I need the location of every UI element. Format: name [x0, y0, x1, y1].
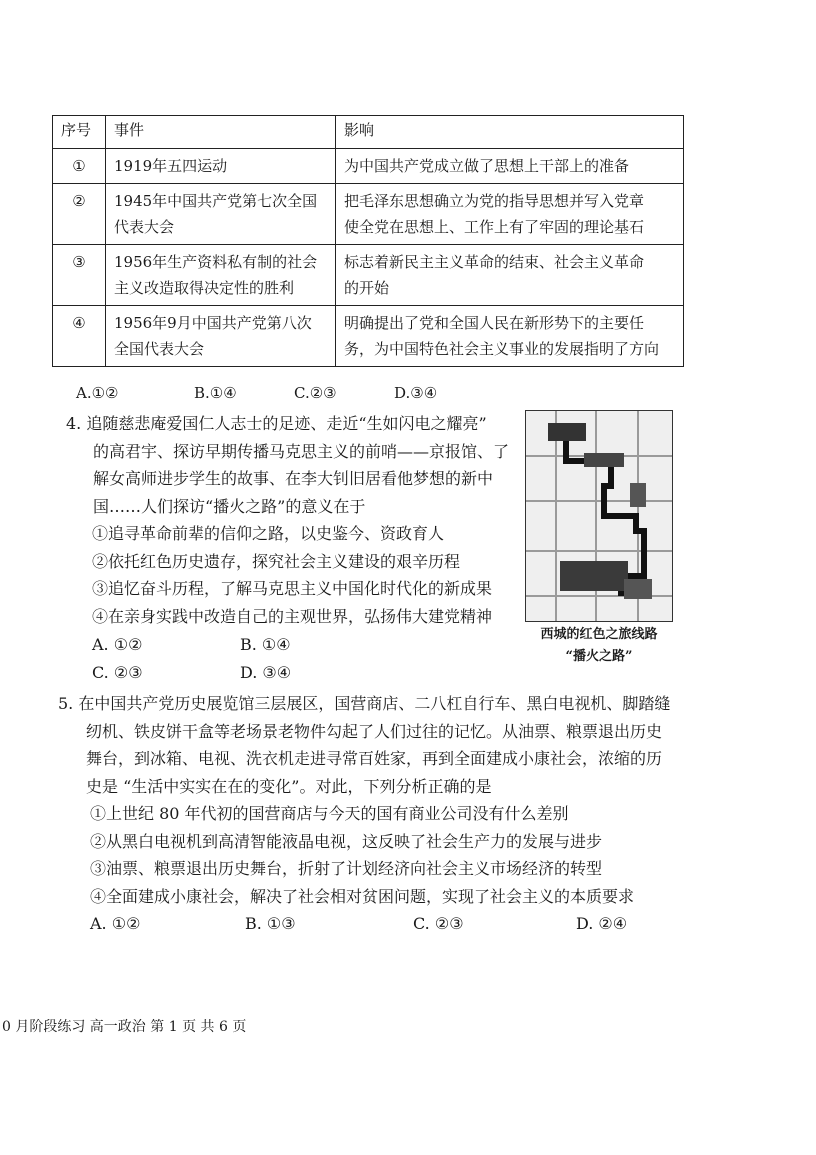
q3-options: [76, 384, 437, 402]
impact-line: 为中国共产党成立做了思想上干部上的准备: [344, 157, 630, 175]
figure-caption: [510, 624, 688, 668]
option-c[interactable]: C. ②③: [413, 914, 464, 933]
question-4-items: [92, 520, 492, 630]
impact-line: 务，为中国特色社会主义事业的发展指明了方向: [344, 340, 660, 358]
event-line: 主义改造取得决定性的胜利: [114, 279, 295, 297]
header-event: 事件: [106, 116, 336, 149]
row-impact: [336, 149, 684, 184]
option-a[interactable]: A. ①②: [90, 914, 141, 933]
option-b[interactable]: B. ①③: [245, 914, 296, 933]
row-event: [106, 306, 336, 367]
question-line: 解女高师进步学生的故事、在李大钊旧居看他梦想的新中: [93, 469, 494, 488]
statement-item: ①追寻革命前辈的信仰之路，以史鉴今、资政育人: [92, 524, 445, 543]
row-impact: [336, 184, 684, 245]
impact-line: 的开始: [344, 279, 390, 297]
events-table: [52, 115, 684, 367]
table-row: [53, 245, 684, 306]
route-map-image: [525, 410, 673, 622]
option-d[interactable]: D. ②④: [576, 914, 628, 933]
row-num: ①: [53, 149, 106, 184]
event-line: 1956年9月中国共产党第八次: [114, 314, 312, 332]
question-line: 纫机、铁皮饼干盒等老场景老物件勾起了人们过往的记忆。从油票、粮票退出历史: [86, 721, 663, 741]
row-num: ④: [53, 306, 106, 367]
question-line: 的高君宇、探访早期传播马克思主义的前哨——京报馆、了: [93, 441, 510, 461]
statement-item: ④全面建成小康社会，解决了社会相对贫困问题，实现了社会主义的本质要求: [90, 886, 635, 906]
question-5-options: [90, 910, 627, 938]
option-b[interactable]: B. ①④: [240, 635, 291, 654]
row-impact: [336, 306, 684, 367]
option-a[interactable]: A. ①②: [92, 635, 143, 654]
statement-item: ③油票、粮票退出历史舞台，折射了计划经济向社会主义市场经济的转型: [90, 859, 603, 878]
event-line: 1919年五四运动: [114, 157, 228, 175]
table-row: [53, 306, 684, 367]
statement-item: ②从黑白电视机到高清智能液晶电视，这反映了社会生产力的发展与进步: [90, 831, 603, 851]
question-line: 史是 “生活中实实在在的变化”。对此，下列分析正确的是: [86, 776, 492, 796]
row-num: ②: [53, 184, 106, 245]
row-impact: [336, 245, 684, 306]
impact-line: 使全党在思想上、工作上有了牢固的理论基石: [344, 218, 645, 236]
event-line: 代表大会: [114, 218, 175, 236]
option-d[interactable]: D.③④: [394, 384, 438, 402]
question-line: 舞台，到冰箱、电视、洗衣机走进寻常百姓家，再到全面建成小康社会，浓缩的历: [86, 749, 663, 768]
statement-item: ②依托红色历史遗存，探究社会主义建设的艰辛历程: [92, 551, 461, 571]
row-event: [106, 149, 336, 184]
question-line: 4. 追随慈悲庵爱国仁人志士的足迹、走近“生如闪电之耀亮”: [66, 414, 487, 433]
header-impact: 影响: [336, 116, 684, 149]
table-row: [53, 184, 684, 245]
question-5-items: [90, 800, 634, 910]
route-map-drawing: [526, 411, 672, 621]
table-row: [53, 149, 684, 184]
row-event: [106, 245, 336, 306]
option-b[interactable]: B.①④: [194, 384, 237, 402]
caption-line: 西城的红色之旅线路: [540, 627, 658, 642]
option-d[interactable]: D. ③④: [240, 662, 292, 682]
event-line: 全国代表大会: [114, 340, 205, 358]
row-num: ③: [53, 245, 106, 306]
impact-line: 标志着新民主主义革命的结束、社会主义革命: [344, 253, 645, 271]
question-line: 5. 在中国共产党历史展览馆三层展区，国营商店、二八杠自行车、黑白电视机、脚踏缝: [58, 694, 671, 713]
statement-item: ③追忆奋斗历程，了解马克思主义中国化时代化的新成果: [92, 579, 493, 598]
table-header-row: [53, 116, 684, 149]
question-5-stem: [58, 690, 670, 800]
header-num: 序号: [53, 116, 106, 149]
statement-item: ④在亲身实践中改造自己的主观世界，弘扬伟大建党精神: [92, 606, 493, 626]
question-line: 国……人们探访“播火之路”的意义在于: [93, 496, 366, 516]
row-event: [106, 184, 336, 245]
impact-line: 把毛泽东思想确立为党的指导思想并写入党章: [344, 192, 645, 210]
option-a[interactable]: A.①②: [76, 384, 119, 402]
caption-line: “播火之路”: [565, 649, 633, 664]
statement-item: ①上世纪 80 年代初的国营商店与今天的国有商业公司没有什么差别: [90, 804, 569, 823]
option-c[interactable]: C. ②③: [92, 662, 143, 682]
event-line: 1945年中国共产党第七次全国: [114, 192, 318, 210]
page-footer: 0 月阶段练习 高一政治 第 1 页 共 6 页: [2, 1019, 247, 1035]
question-4-options: [92, 631, 291, 686]
question-4-stem: [66, 410, 509, 520]
impact-line: 明确提出了党和全国人民在新形势下的主要任: [344, 314, 645, 332]
option-c[interactable]: C.②③: [294, 384, 337, 402]
event-line: 1956年生产资料私有制的社会: [114, 253, 318, 271]
